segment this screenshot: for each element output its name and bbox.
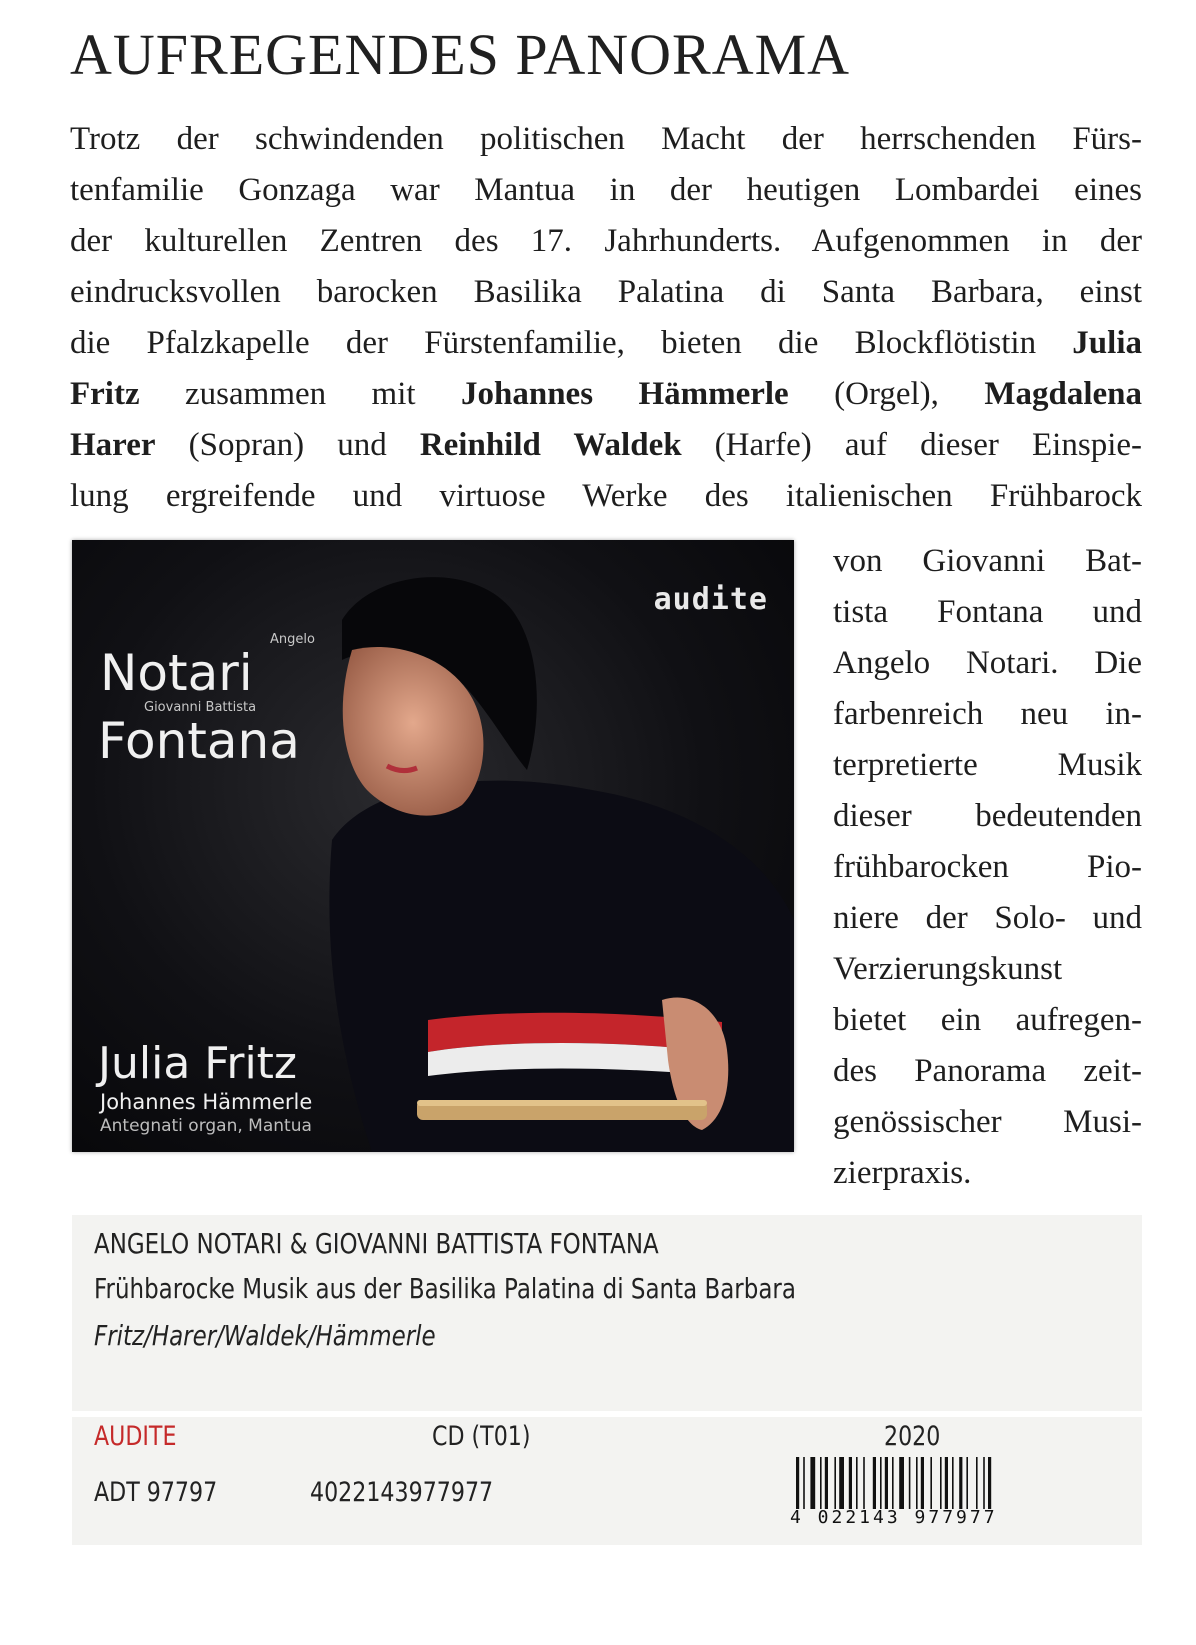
article-body-column	[833, 536, 1142, 1199]
cover-composer2-first: Giovanni Battista	[144, 700, 257, 715]
barcode-bar	[839, 1457, 844, 1509]
label-logo: audite	[653, 582, 768, 617]
performer-name: Fritz	[70, 376, 140, 412]
release-year: 2020	[884, 1421, 941, 1452]
performer-name: Julia	[1072, 325, 1142, 361]
barcode-bar	[916, 1457, 918, 1509]
release-performers: Fritz/Harer/Waldek/Hämmerle	[94, 1319, 436, 1352]
barcode-bar	[885, 1457, 888, 1509]
body-line: Verzierungskunst	[833, 951, 1063, 987]
body-line: frühbarocken Pio-	[833, 849, 1142, 885]
performer-name: Harer	[70, 427, 156, 463]
body-line	[70, 369, 1142, 420]
barcode-bar	[930, 1457, 932, 1509]
body-line: terpretierte Musik	[833, 747, 1142, 783]
body-text-segment: (Harfe) auf dieser Einspie-	[681, 427, 1142, 463]
barcode-bar	[825, 1457, 828, 1509]
release-subtitle: Frühbarocke Musik aus der Basilika Palatina di Santa Barbara	[94, 1272, 796, 1305]
body-text-segment: (Sopran) und	[155, 427, 420, 463]
body-line: lung ergreifende und virtuose Werke des italienischen Frühbarock	[70, 478, 1142, 514]
barcode-bar	[899, 1457, 904, 1509]
body-line: tenfamilie Gonzaga war Mantua in der heutigen Lombardei eines	[70, 172, 1142, 208]
body-line: Trotz der schwindenden politischen Macht der herrschenden Fürs-	[70, 121, 1142, 157]
body-text-segment: (Orgel),	[788, 376, 985, 412]
release-format: CD (T01)	[432, 1421, 531, 1452]
body-line: Angelo Notari. Die	[833, 645, 1142, 681]
barcode-bar	[856, 1457, 858, 1509]
barcode-bar	[892, 1457, 894, 1509]
body-text-segment: zusammen mit	[139, 376, 461, 412]
cover-composer1-last: Notari	[100, 644, 253, 702]
release-title: ANGELO NOTARI & GIOVANNI BATTISTA FONTANA	[94, 1227, 659, 1260]
cover-artist: Julia Fritz	[98, 1038, 298, 1089]
body-line: zierpraxis.	[833, 1155, 972, 1191]
barcode-bar	[940, 1457, 942, 1509]
body-line: eindrucksvollen barocken Basilika Palatina di Santa Barbara, einst	[70, 274, 1142, 310]
body-line: von Giovanni Bat-	[833, 543, 1142, 579]
barcode-bar	[810, 1457, 815, 1509]
body-line: bietet ein aufregen-	[833, 1002, 1142, 1038]
info-divider	[72, 1411, 1142, 1417]
barcode-bar	[988, 1457, 991, 1509]
barcode-bar	[921, 1457, 924, 1509]
barcode-bar	[976, 1457, 978, 1509]
barcode-bar	[796, 1457, 799, 1509]
release-info-box	[72, 1215, 1142, 1545]
body-line: niere der Solo- und	[833, 900, 1142, 936]
album-cover	[72, 540, 794, 1152]
performer-name: Johannes Hämmerle	[460, 376, 789, 412]
barcode-bar	[909, 1457, 911, 1509]
body-line: farbenreich neu in-	[833, 696, 1142, 732]
barcode-bar	[849, 1457, 852, 1509]
body-line	[70, 318, 1142, 369]
body-line: der kulturellen Zentren des 17. Jahrhunderts. Aufgenommen in der	[70, 223, 1142, 259]
barcode-bar	[873, 1457, 876, 1509]
article-body	[70, 114, 1142, 522]
performer-name: Magdalena	[984, 376, 1142, 412]
barcode-bar	[983, 1457, 985, 1509]
cover-artist3: Antegnati organ, Mantua	[100, 1116, 312, 1136]
body-text-segment: die Pfalzkapelle der Fürstenfamilie, bieten die Blockflötistin	[70, 325, 1073, 361]
body-line	[70, 420, 1142, 471]
barcode-bar	[880, 1457, 882, 1509]
body-line: genössischer Musi-	[833, 1104, 1142, 1140]
barcode-bar	[952, 1457, 954, 1509]
record-label: AUDITE	[94, 1421, 177, 1452]
barcode-bar	[820, 1457, 822, 1509]
article-title: AUFREGENDES PANORAMA	[70, 22, 851, 87]
barcode-bar	[803, 1457, 805, 1509]
barcode-bar	[863, 1457, 865, 1509]
barcode-digits: 4 022143 977977	[790, 1507, 998, 1528]
body-line: des Panorama zeit-	[833, 1053, 1142, 1089]
body-line: tista Fontana und	[833, 594, 1142, 630]
cover-composer1-first: Angelo	[270, 632, 315, 647]
barcode-bar	[834, 1457, 836, 1509]
body-line: dieser bedeutenden	[833, 798, 1142, 834]
catalog-number: ADT 97797	[94, 1477, 218, 1508]
performer-name: Reinhild Waldek	[419, 427, 682, 463]
barcode-bar	[959, 1457, 962, 1509]
cover-composer2-last: Fontana	[98, 712, 300, 770]
barcode-bar	[945, 1457, 948, 1509]
cover-artist2: Johannes Hämmerle	[100, 1090, 313, 1114]
ean-number: 4022143977977	[310, 1477, 494, 1508]
barcode-bar	[966, 1457, 968, 1509]
